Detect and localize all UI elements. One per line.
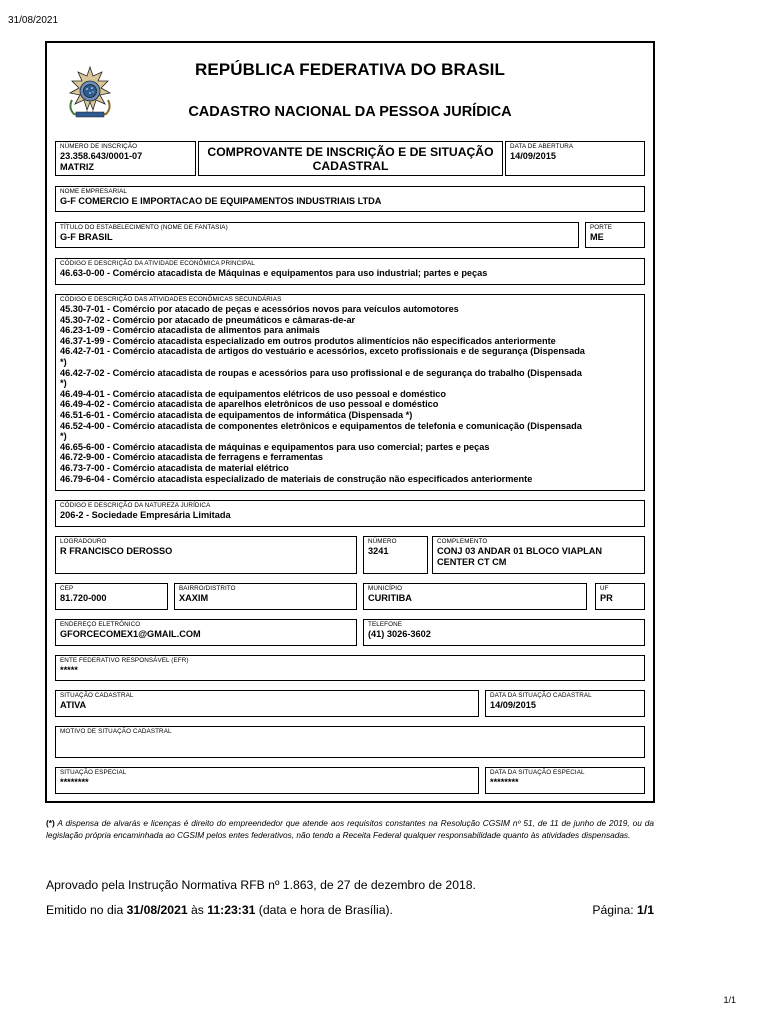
- numero-label: NÚMERO: [368, 538, 397, 545]
- activity-item: 46.51-6-01 - Comércio atacadista de equipamentos de informática (Dispensada *): [60, 409, 413, 420]
- telefone-box: [363, 619, 645, 646]
- activity-item: 46.52-4-00 - Comércio atacadista de componentes eletrônicos e equipamentos de telefonia e comunicação (Dispensada: [60, 420, 582, 431]
- natureza-juridica-value: 206-2 - Sociedade Empresária Limitada: [60, 510, 231, 520]
- cep-value: 81.720-000: [60, 593, 107, 603]
- emitted-prefix: Emitido no dia: [46, 903, 127, 917]
- data-situacao-especial-box: [485, 767, 645, 794]
- situacao-box: [55, 690, 479, 717]
- cep-box: [55, 583, 168, 610]
- activity-item: 46.37-1-99 - Comércio atacadista especializado em outros produtos alimentícios não especificados anteriormente: [60, 335, 556, 346]
- activity-item: 46.49-4-01 - Comércio atacadista de equipamentos elétricos de uso pessoal e doméstico: [60, 388, 447, 399]
- emitted-text: [46, 903, 393, 917]
- activity-item: 46.79-6-04 - Comércio atacadista especializado de materiais de construção não especificados anteriormente: [60, 473, 533, 484]
- situacao-value: ATIVA: [60, 700, 87, 710]
- natureza-juridica-label: CÓDIGO E DESCRIÇÃO DA NATUREZA JURÍDICA: [60, 502, 211, 509]
- situacao-label: SITUAÇÃO CADASTRAL: [60, 692, 134, 699]
- print-date: 31/08/2021: [8, 15, 59, 26]
- nome-empresarial-label: NOME EMPRESARIAL: [60, 188, 128, 195]
- inscricao-type: MATRIZ: [60, 161, 95, 172]
- uf-value: PR: [600, 593, 613, 603]
- page-indicator: [592, 903, 654, 917]
- abertura-box: [505, 141, 645, 176]
- complemento-value: CONJ 03 ANDAR 01 BLOCO VIAPLAN CENTER CT CM: [437, 546, 603, 567]
- page-indicator-label: Página:: [592, 903, 638, 917]
- fantasia-box: [55, 222, 579, 248]
- uf-label: UF: [600, 585, 609, 592]
- emitted-time: 11:23:31: [207, 903, 256, 917]
- atividade-principal-box: [55, 258, 645, 285]
- comprovante-title: COMPROVANTE DE INSCRIÇÃO E DE SITUAÇÃO CADASTRAL: [198, 141, 503, 176]
- page-indicator-value: 1/1: [637, 903, 654, 917]
- emitted-middle: às: [187, 903, 208, 917]
- municipio-value: CURITIBA: [368, 593, 412, 603]
- atividades-secundarias-box: [55, 294, 645, 491]
- activity-item: 45.30-7-01 - Comércio por atacado de peças e acessórios novos para veículos automotores: [60, 304, 459, 314]
- activity-item: 46.23-1-09 - Comércio atacadista de alimentos para animais: [60, 325, 320, 336]
- republic-title: REPÚBLICA FEDERATIVA DO BRASIL: [195, 60, 505, 79]
- email-value: GFORCECOMEX1@GMAIL.COM: [60, 629, 201, 639]
- numero-value: 3241: [368, 546, 389, 556]
- telefone-label: TELEFONE: [368, 621, 403, 628]
- porte-value: ME: [590, 232, 604, 242]
- data-situacao-especial-value: ********: [490, 777, 519, 787]
- bairro-value: XAXIM: [179, 593, 209, 603]
- situacao-especial-value: ********: [60, 777, 89, 787]
- inscricao-number: 23.358.643/0001-07: [60, 151, 143, 161]
- activity-item: 46.49-4-02 - Comércio atacadista de aparelhos eletrônicos de uso pessoal e doméstico: [60, 399, 439, 410]
- logradouro-value: R FRANCISCO DEROSSO: [60, 546, 173, 556]
- numero-box: [363, 536, 428, 574]
- situacao-especial-label: SITUAÇÃO ESPECIAL: [60, 769, 127, 776]
- motivo-label: MOTIVO DE SITUAÇÃO CADASTRAL: [60, 728, 172, 735]
- municipio-box: [363, 583, 587, 610]
- atividade-principal-label: CÓDIGO E DESCRIÇÃO DA ATIVIDADE ECONÔMICA PRINCIPAL: [60, 260, 255, 267]
- abertura-value: 14/09/2015: [510, 151, 556, 161]
- fantasia-value: G-F BRASIL: [60, 232, 113, 242]
- uf-box: [595, 583, 645, 610]
- cnpj-subtitle: CADASTRO NACIONAL DA PESSOA JURÍDICA: [188, 104, 512, 120]
- complemento-box: [432, 536, 645, 574]
- emitted-suffix: (data e hora de Brasília).: [255, 903, 393, 917]
- abertura-label: DATA DE ABERTURA: [510, 143, 574, 150]
- atividade-principal-value: 46.63-0-00 - Comércio atacadista de Máquinas e equipamentos para uso industrial; partes e peças: [60, 268, 488, 278]
- situacao-especial-box: [55, 767, 479, 794]
- activity-item: 46.42-7-02 - Comércio atacadista de roupas e acessórios para uso profissional e de segurança do trabalho (Dispensada: [60, 367, 582, 378]
- porte-label: PORTE: [590, 224, 613, 231]
- atividades-secundarias-label: CÓDIGO E DESCRIÇÃO DAS ATIVIDADES ECONÔMICAS SECUNDÁRIAS: [60, 296, 282, 303]
- efr-box: [55, 655, 645, 681]
- email-label: ENDEREÇO ELETRÔNICO: [60, 621, 141, 628]
- footnote-marker: (*): [46, 818, 55, 828]
- porte-box: [585, 222, 645, 248]
- natureza-juridica-box: [55, 500, 645, 527]
- activity-item: *): [60, 356, 67, 367]
- activity-item: *): [60, 378, 67, 389]
- complemento-label: COMPLEMENTO: [437, 538, 488, 545]
- fantasia-label: TÍTULO DO ESTABELECIMENTO (NOME DE FANTASIA): [60, 224, 228, 231]
- logradouro-label: LOGRADOURO: [60, 538, 107, 545]
- data-situacao-especial-label: DATA DA SITUAÇÃO ESPECIAL: [490, 769, 585, 776]
- activity-item: *): [60, 431, 67, 442]
- motivo-box: [55, 726, 645, 758]
- data-situacao-value: 14/09/2015: [490, 700, 536, 710]
- inscricao-box: [55, 141, 196, 176]
- emitted-date: 31/08/2021: [126, 903, 188, 917]
- email-box: [55, 619, 357, 646]
- inscricao-label: NÚMERO DE INSCRIÇÃO: [60, 143, 138, 150]
- logradouro-box: [55, 536, 357, 574]
- nome-empresarial-value: G-F COMERCIO E IMPORTACAO DE EQUIPAMENTOS INDUSTRIAIS LTDA: [60, 196, 382, 206]
- activity-item: 46.65-6-00 - Comércio atacadista de máquinas e equipamentos para uso comercial; partes e peças: [60, 441, 490, 452]
- efr-value: *****: [60, 665, 78, 675]
- nome-empresarial-box: [55, 186, 645, 212]
- efr-label: ENTE FEDERATIVO RESPONSÁVEL (EFR): [60, 657, 189, 664]
- telefone-value: (41) 3026-3602: [368, 629, 431, 639]
- activity-item: 46.72-9-00 - Comércio atacadista de ferragens e ferramentas: [60, 452, 323, 463]
- page-number: 1/1: [723, 995, 736, 1005]
- bairro-label: BAIRRO/DISTRITO: [179, 585, 236, 592]
- data-situacao-label: DATA DA SITUAÇÃO CADASTRAL: [490, 692, 592, 699]
- bairro-box: [174, 583, 357, 610]
- approved-text: Aprovado pela Instrução Normativa RFB nº 1.863, de 27 de dezembro de 2018.: [46, 878, 476, 892]
- footnote: [46, 818, 654, 841]
- activity-item: 46.73-7-00 - Comércio atacadista de material elétrico: [60, 462, 289, 473]
- cep-label: CEP: [60, 585, 74, 592]
- data-situacao-box: [485, 690, 645, 717]
- activity-item: 46.42-7-01 - Comércio atacadista de artigos do vestuário e acessórios, exceto profissionais e de segurança (Dispensada: [60, 346, 585, 357]
- municipio-label: MUNICÍPIO: [368, 585, 403, 592]
- activity-item: 45.30-7-02 - Comércio por atacado de pneumáticos e câmaras-de-ar: [60, 314, 356, 325]
- footnote-text: A dispensa de alvarás e licenças é direito do empreendedor que atende aos requisitos constantes na Resolução CGSIM nº 51, de 11 de junho de 2019, ou da legislação própria encaminhada ao CGSIM pelos entes federativos, não tendo a Receita Federal qualquer responsabilidade quanto às atividades dispensadas.: [46, 818, 654, 840]
